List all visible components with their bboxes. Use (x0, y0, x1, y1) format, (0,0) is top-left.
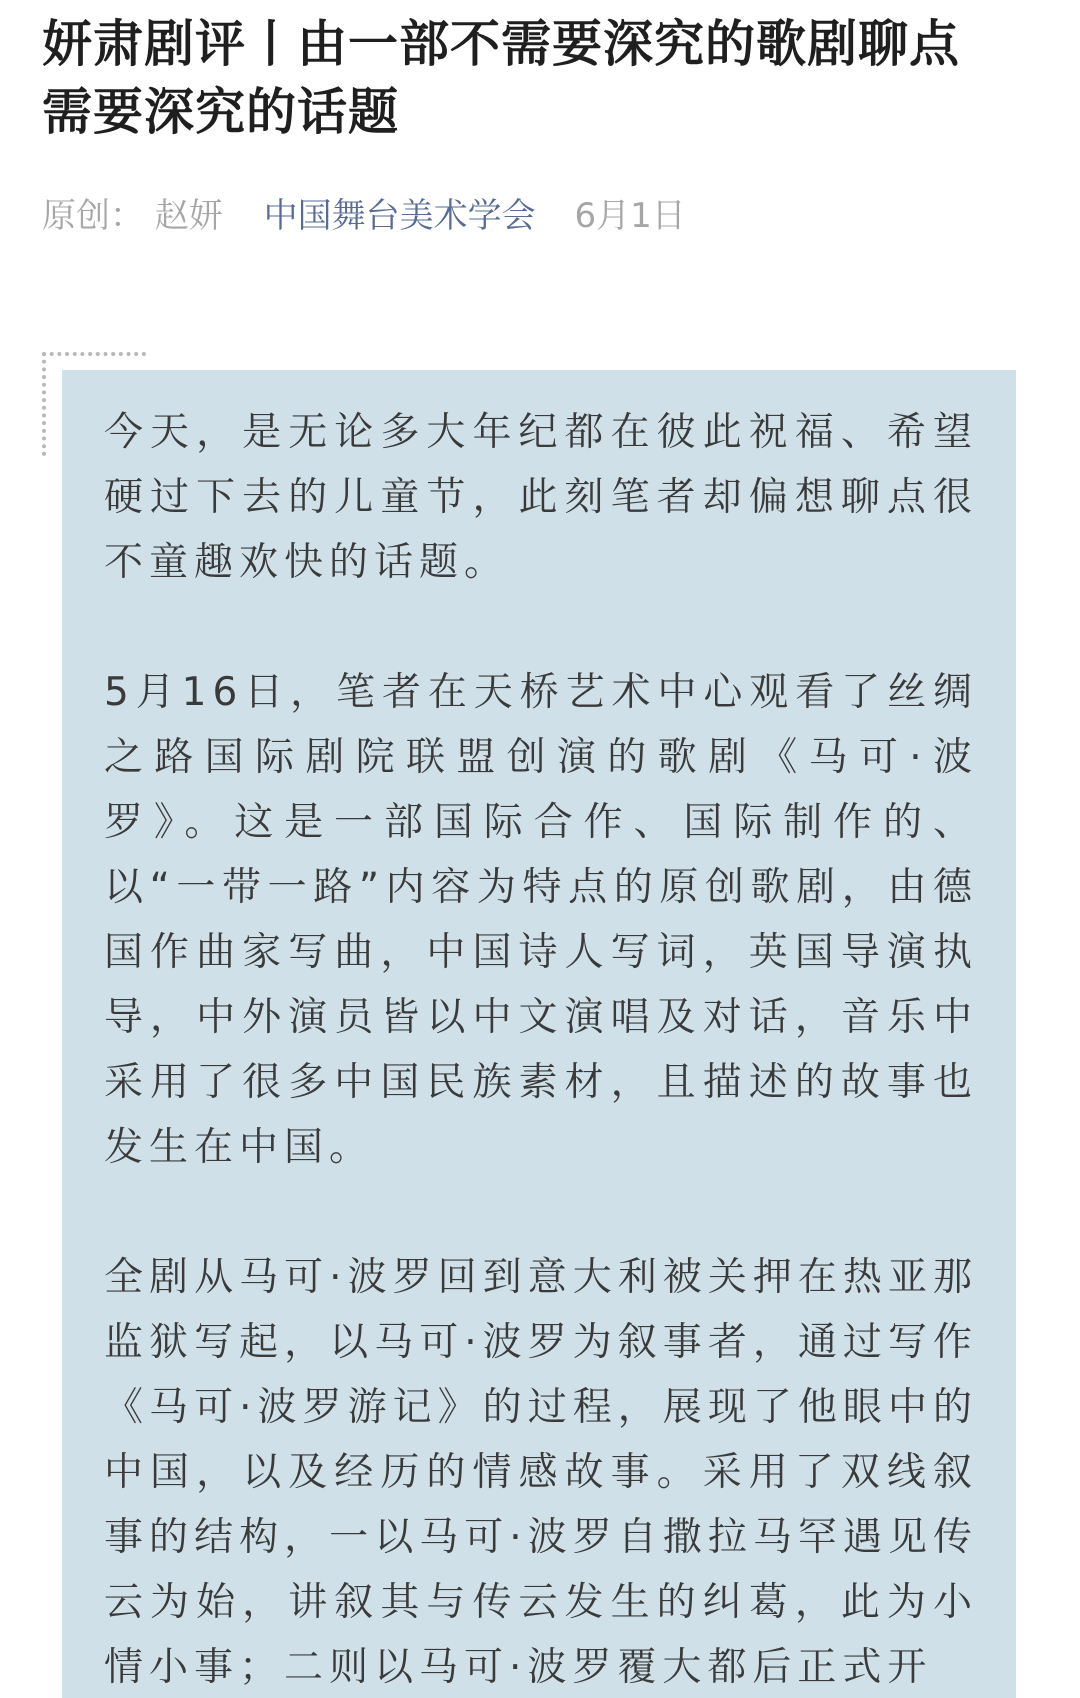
paragraph-1: 今天，是无论多大年纪都在彼此祝福、希望硬过下去的儿童节，此刻笔者却偏想聊点很不童趣欢快的话题。 (104, 410, 978, 585)
account-link[interactable]: 中国舞台美术学会 (263, 196, 536, 236)
quote-block (62, 370, 1016, 1698)
article-title: 妍肃剧评丨由一部不需要深究的歌剧聊点需要深究的话题 (42, 15, 960, 141)
publish-date: 6月1日 (574, 196, 686, 236)
author-label: 原创： 赵妍 (42, 196, 223, 236)
paragraph-2: 5月16日，笔者在天桥艺术中心观看了丝绸之路国际剧院联盟创演的歌剧《马可·波罗》。这是一部国际合作、国际制作的、以“一带一路”内容为特点的原创歌剧，由德国作曲家写曲，中国诗人写词，英国导演执导，中外演员皆以中文演唱及对话，音乐中采用了很多中国民族素材，且描述的故事也发生在中国。 (104, 670, 978, 1170)
article-meta (42, 192, 686, 240)
paragraph-3: 全剧从马可·波罗回到意大利被关押在热亚那监狱写起，以马可·波罗为叙事者，通过写作《马可·波罗游记》的过程，展现了他眼中的中国，以及经历的情感故事。采用了双线叙事的结构，一以马可·波罗自撒拉马罕遇见传云为始，讲叙其与传云发生的纠葛，此为小情小事；二则以马可·波罗覆大都后正式开 (104, 1255, 978, 1690)
